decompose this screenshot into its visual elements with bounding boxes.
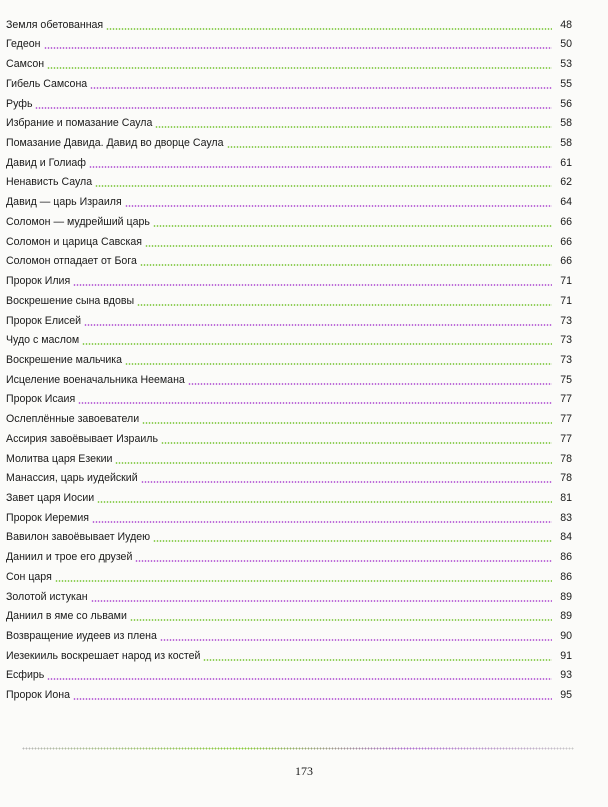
toc-entry-page: 78 xyxy=(560,472,572,485)
toc-entry-title: Давид — царь Израиля xyxy=(6,196,122,209)
toc-entry-title: Даниил в яме со львами xyxy=(6,610,127,623)
toc-entry-title: Завет царя Иосии xyxy=(6,491,95,504)
toc-entry-title: Вавилон завоёвывает Иудею xyxy=(6,531,151,544)
toc-entry-title: Пророк Иеремия xyxy=(6,511,89,524)
toc-entry-page: 73 xyxy=(560,334,572,347)
toc-entry-page: 95 xyxy=(560,689,572,702)
toc-entry-page: 58 xyxy=(560,117,572,130)
toc-entry-title: Ненависть Саула xyxy=(6,176,93,189)
toc-entry-page: 56 xyxy=(560,97,572,110)
toc-entry-title: Ослеплённые завоеватели xyxy=(6,413,140,426)
toc-entry-title: Молитва царя Езекии xyxy=(6,452,113,465)
toc-entry[interactable] xyxy=(6,524,572,544)
toc-entry[interactable] xyxy=(6,445,572,465)
toc-entry[interactable] xyxy=(6,169,572,189)
toc-entry[interactable] xyxy=(6,622,572,642)
toc-entry-leader-dots xyxy=(47,67,552,69)
toc-entry[interactable] xyxy=(6,248,572,268)
page-number: 173 xyxy=(295,764,313,778)
toc-entry-leader-dots xyxy=(137,304,552,306)
toc-entry-leader-dots xyxy=(90,87,552,89)
toc-entry[interactable] xyxy=(6,327,572,347)
toc-entry-title: Золотой истукан xyxy=(6,590,88,603)
toc-entry[interactable] xyxy=(6,11,572,31)
toc-entry-page: 83 xyxy=(560,511,572,524)
toc-entry-page: 61 xyxy=(560,156,572,169)
toc-entry[interactable] xyxy=(6,662,572,682)
toc-entry-leader-dots xyxy=(153,540,552,542)
toc-entry[interactable] xyxy=(6,386,572,406)
toc-entry[interactable] xyxy=(6,70,572,90)
toc-entry-title: Пророк Елисей xyxy=(6,314,82,327)
toc-entry-title: Ассирия завоёвывает Израиль xyxy=(6,432,158,445)
toc-entry-title: Гибель Самсона xyxy=(6,77,88,90)
toc-entry-page: 86 xyxy=(560,570,572,583)
toc-entry-leader-dots xyxy=(82,343,552,345)
toc-entry-leader-dots xyxy=(188,383,552,385)
toc-entry[interactable] xyxy=(6,681,572,701)
toc-entry[interactable] xyxy=(6,504,572,524)
toc-entry-title: Гедеон xyxy=(6,38,41,51)
toc-entry-leader-dots xyxy=(92,521,552,523)
toc-entry[interactable] xyxy=(6,149,572,169)
toc-entry-title: Возвращение иудеев из плена xyxy=(6,630,157,642)
toc-entry-title: Чудо с маслом xyxy=(6,334,80,347)
toc-entry[interactable] xyxy=(6,603,572,623)
toc-entry-title: Исцеление военачальника Неемана xyxy=(6,373,185,386)
toc-entry-title: Есфирь xyxy=(6,669,45,682)
toc-entry[interactable] xyxy=(6,543,572,563)
toc-entry-leader-dots xyxy=(115,462,552,464)
toc-entry-leader-dots xyxy=(141,481,552,483)
toc-entry-leader-dots xyxy=(125,205,552,207)
toc-entry-page: 58 xyxy=(560,137,572,150)
toc-entry-title: Сон царя xyxy=(6,570,52,583)
toc-entry-page: 77 xyxy=(560,432,572,445)
toc-entry-page: 73 xyxy=(560,353,572,366)
toc-entry[interactable] xyxy=(6,563,572,583)
toc-entry-leader-dots xyxy=(227,146,552,148)
toc-entry[interactable] xyxy=(6,208,572,228)
toc-entry[interactable] xyxy=(6,425,572,445)
toc-entry-title: Пророк Исаия xyxy=(6,393,76,406)
toc-entry-leader-dots xyxy=(145,245,552,247)
toc-entry-title: Воскрешение сына вдовы xyxy=(6,294,135,307)
toc-entry-leader-dots xyxy=(44,47,552,49)
toc-entry[interactable] xyxy=(6,228,572,248)
toc-entry-page: 77 xyxy=(560,413,572,426)
toc-entry-leader-dots xyxy=(203,659,552,661)
toc-entry-leader-dots xyxy=(142,422,552,424)
toc-entry-page: 50 xyxy=(560,38,572,51)
toc-entry-leader-dots xyxy=(140,264,552,266)
toc-entry[interactable] xyxy=(6,642,572,662)
toc-entry-leader-dots xyxy=(106,28,552,30)
toc-entry-title: Самсон xyxy=(6,58,45,71)
toc-entry-leader-dots xyxy=(84,324,552,326)
toc-entry[interactable] xyxy=(6,405,572,425)
toc-entry-leader-dots xyxy=(89,166,552,168)
toc-entry-page: 62 xyxy=(560,176,572,189)
footer-divider xyxy=(22,747,574,750)
toc-entry-leader-dots xyxy=(153,225,552,227)
toc-entry-page: 53 xyxy=(560,58,572,71)
toc-entry-title: Соломон отпадает от Бога xyxy=(6,255,137,268)
toc-entry[interactable] xyxy=(6,465,572,485)
toc-entry-page: 75 xyxy=(560,373,572,386)
toc-entry-page: 77 xyxy=(560,393,572,406)
toc-entry-page: 55 xyxy=(560,77,572,90)
toc-entry[interactable] xyxy=(6,50,572,70)
toc-entry[interactable] xyxy=(6,110,572,130)
toc-entry-leader-dots xyxy=(73,284,552,286)
toc-entry-leader-dots xyxy=(73,698,552,700)
toc-entry-title: Воскрешение мальчика xyxy=(6,353,123,366)
toc-entry-page: 48 xyxy=(560,18,572,31)
toc-entry-title: Пророк Иона xyxy=(6,689,71,702)
toc-entry-title: Иезекииль воскрешает народ из костей xyxy=(6,649,201,662)
toc-entry-title: Избрание и помазание Саула xyxy=(6,117,153,130)
toc-entry-title: Руфь xyxy=(6,97,33,110)
table-of-contents xyxy=(6,11,572,701)
toc-entry[interactable] xyxy=(6,31,572,51)
toc-entry-page: 71 xyxy=(560,275,572,288)
toc-entry-page: 84 xyxy=(560,531,572,544)
toc-entry-page: 90 xyxy=(560,630,572,642)
toc-entry-title: Манассия, царь иудейский xyxy=(6,472,138,485)
toc-entry-title: Соломон и царица Савская xyxy=(6,235,142,248)
toc-entry-page: 66 xyxy=(560,235,572,248)
toc-entry-title: Даниил и трое его друзей xyxy=(6,551,133,564)
toc-entry[interactable] xyxy=(6,307,572,327)
toc-entry[interactable] xyxy=(6,346,572,366)
toc-entry-leader-dots xyxy=(125,363,552,365)
toc-entry-title: Давид и Голиаф xyxy=(6,156,86,169)
toc-entry[interactable] xyxy=(6,90,572,110)
toc-entry-page: 71 xyxy=(560,294,572,307)
toc-entry-leader-dots xyxy=(130,619,552,621)
toc-entry-leader-dots xyxy=(47,678,552,680)
toc-entry[interactable] xyxy=(6,287,572,307)
toc-entry-page: 89 xyxy=(560,610,572,623)
toc-entry-leader-dots xyxy=(95,185,552,187)
toc-entry-page: 66 xyxy=(560,215,572,228)
toc-entry-page: 66 xyxy=(560,255,572,268)
toc-entry[interactable] xyxy=(6,267,572,287)
toc-entry-page: 91 xyxy=(560,649,572,662)
toc-entry-page: 93 xyxy=(560,669,572,682)
toc-entry-leader-dots xyxy=(135,560,552,562)
toc-entry-leader-dots xyxy=(91,600,552,602)
toc-entry-page: 78 xyxy=(560,452,572,465)
toc-entry-leader-dots xyxy=(55,580,552,582)
toc-entry-page: 89 xyxy=(560,590,572,603)
toc-entry-leader-dots xyxy=(35,107,552,109)
toc-entry-leader-dots xyxy=(155,126,552,128)
toc-entry-title: Земля обетованная xyxy=(6,18,104,31)
toc-entry-page: 81 xyxy=(560,491,572,504)
toc-entry[interactable] xyxy=(6,583,572,603)
toc-entry-leader-dots xyxy=(160,639,552,641)
toc-entry-title: Пророк Илия xyxy=(6,275,71,288)
toc-entry[interactable] xyxy=(6,188,572,208)
toc-entry-title: Соломон — мудрейший царь xyxy=(6,215,150,228)
toc-entry[interactable] xyxy=(6,129,572,149)
toc-entry-leader-dots xyxy=(78,402,552,404)
toc-entry-leader-dots xyxy=(97,501,552,503)
toc-entry-title: Помазание Давида. Давид во дворце Саула xyxy=(6,137,224,150)
toc-entry-page: 86 xyxy=(560,551,572,564)
toc-entry-page: 73 xyxy=(560,314,572,327)
toc-entry[interactable] xyxy=(6,484,572,504)
toc-entry-leader-dots xyxy=(161,442,552,444)
toc-entry-page: 64 xyxy=(560,196,572,209)
toc-entry[interactable] xyxy=(6,366,572,386)
